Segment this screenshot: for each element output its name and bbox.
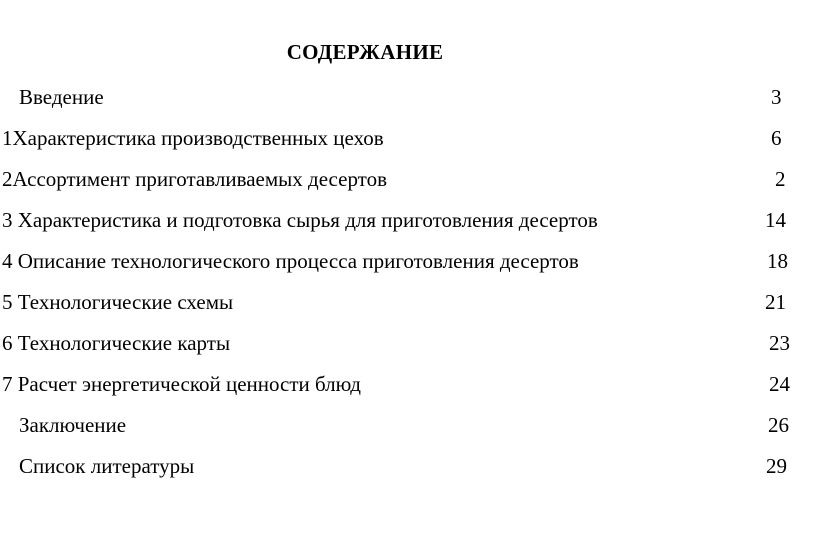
toc-entry-page-number: 6 bbox=[771, 126, 782, 150]
toc-entry-section-2 bbox=[0, 166, 816, 192]
toc-entry-label: Заключение bbox=[19, 413, 127, 437]
toc-entry-page-number: 14 bbox=[765, 208, 786, 232]
toc-entry-section-5 bbox=[0, 289, 816, 315]
toc-entry-label: 3 Характеристика и подготовка сырья для приготовления десертов bbox=[2, 208, 598, 232]
toc-entry-section-7 bbox=[0, 371, 816, 397]
toc-entry-page-number: 2 bbox=[775, 167, 786, 191]
toc-entry-page-number: 24 bbox=[769, 372, 790, 396]
toc-entry-introduction bbox=[0, 84, 816, 110]
toc-entry-section-4 bbox=[0, 248, 816, 274]
toc-entry-label: Введение bbox=[19, 85, 104, 109]
toc-entry-label: 7 Расчет энергетической ценности блюд bbox=[2, 372, 361, 396]
page-title: СОДЕРЖАНИЕ bbox=[286, 40, 444, 64]
toc-entry-page-number: 3 bbox=[771, 85, 782, 109]
toc-entry-label: 2Ассортимент приготавливаемых десертов bbox=[2, 167, 387, 191]
toc-entry-page-number: 21 bbox=[765, 290, 786, 314]
toc-entry-label: 5 Технологические схемы bbox=[2, 290, 234, 314]
toc-entry-label: 6 Технологические карты bbox=[2, 331, 231, 355]
toc-entry-page-number: 23 bbox=[769, 331, 790, 355]
toc-entry-page-number: 29 bbox=[766, 454, 787, 478]
toc-entry-references bbox=[0, 453, 816, 479]
toc-entry-label: 4 Описание технологического процесса приготовления десертов bbox=[2, 249, 579, 273]
toc-entry-page-number: 26 bbox=[768, 413, 789, 437]
toc-entry-section-3 bbox=[0, 207, 816, 233]
toc-entry-section-1 bbox=[0, 125, 816, 151]
toc-entry-label: Список литературы bbox=[19, 454, 195, 478]
toc-entry-section-6 bbox=[0, 330, 816, 356]
toc-entry-page-number: 18 bbox=[767, 249, 788, 273]
toc-entry-conclusion bbox=[0, 412, 816, 438]
toc-entry-label: 1Характеристика производственных цехов bbox=[2, 126, 384, 150]
